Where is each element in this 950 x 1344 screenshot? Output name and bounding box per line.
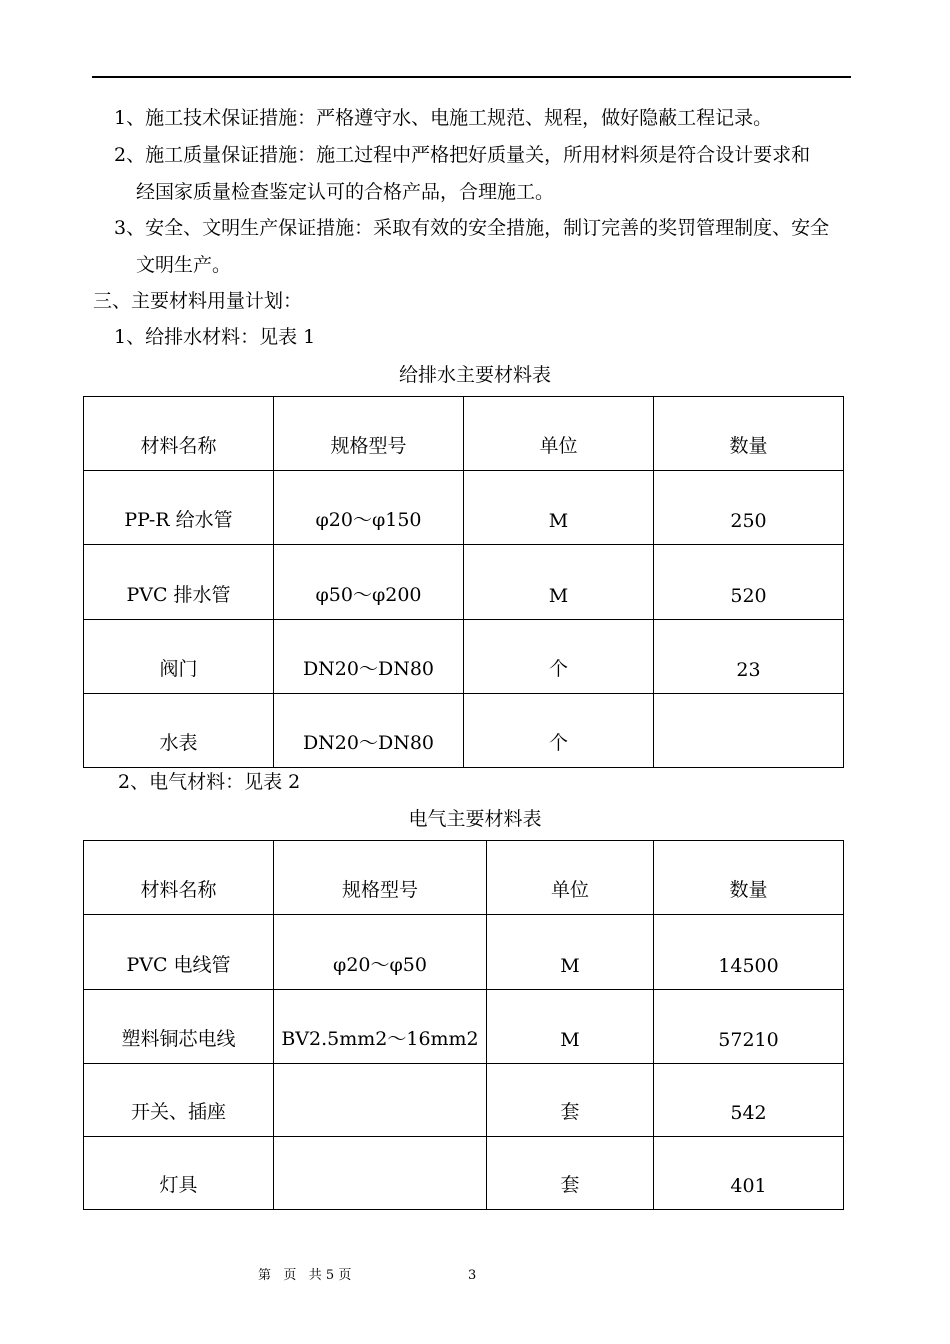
table-1-caption: 给排水主要材料表	[398, 364, 551, 386]
header-rule	[92, 76, 851, 78]
table-cell: 14500	[654, 915, 844, 990]
table-row	[84, 990, 844, 1064]
footer-page-number: 3	[468, 1268, 477, 1283]
paragraph-3-line-2: 文明生产。	[136, 254, 232, 276]
table-cell: 542	[654, 1064, 844, 1137]
paragraph-1: 1、施工技术保证措施：严格遵守水、电施工规范、规程，做好隐蔽工程记录。	[114, 107, 773, 129]
table-row	[84, 545, 844, 620]
table-cell: PVC 排水管	[84, 545, 274, 620]
table-cell: M	[464, 545, 654, 620]
table-cell: DN20～DN80	[274, 620, 464, 694]
subsection-2-title: 2、电气材料：见表 2	[118, 771, 301, 793]
table-cell: 250	[654, 471, 844, 545]
table-1-header-name: 材料名称	[84, 397, 274, 471]
table-2-header-unit: 单位	[487, 841, 654, 915]
table-cell	[274, 1064, 487, 1137]
table-cell	[654, 694, 844, 768]
table-1-header-row	[84, 397, 844, 471]
table-cell: PVC 电线管	[84, 915, 274, 990]
table-cell: 23	[654, 620, 844, 694]
table-2-header-spec: 规格型号	[274, 841, 487, 915]
table-row	[84, 694, 844, 768]
table-2-caption: 电气主要材料表	[408, 808, 542, 830]
table-2	[83, 840, 844, 1210]
table-cell: 520	[654, 545, 844, 620]
table-row	[84, 1137, 844, 1210]
table-cell: φ50～φ200	[274, 545, 464, 620]
table-row	[84, 1064, 844, 1137]
table-cell: 阀门	[84, 620, 274, 694]
table-cell: PP-R 给水管	[84, 471, 274, 545]
table-cell: 套	[487, 1137, 654, 1210]
table-cell: 塑料铜芯电线	[84, 990, 274, 1064]
table-cell: φ20～φ50	[274, 915, 487, 990]
table-2-header-row	[84, 841, 844, 915]
section-heading: 三、主要材料用量计划：	[93, 290, 303, 312]
table-cell: 灯具	[84, 1137, 274, 1210]
table-cell: 套	[487, 1064, 654, 1137]
table-cell: M	[464, 471, 654, 545]
table-cell: 个	[464, 620, 654, 694]
table-cell: φ20～φ150	[274, 471, 464, 545]
table-cell: DN20～DN80	[274, 694, 464, 768]
subsection-1-title: 1、给排水材料：见表 1	[114, 326, 316, 348]
table-2-header-qty: 数量	[654, 841, 844, 915]
table-row	[84, 620, 844, 694]
table-cell: 401	[654, 1137, 844, 1210]
table-cell: 57210	[654, 990, 844, 1064]
table-1-header-unit: 单位	[464, 397, 654, 471]
table-1-header-spec: 规格型号	[274, 397, 464, 471]
table-cell	[274, 1137, 487, 1210]
table-cell: 个	[464, 694, 654, 768]
paragraph-2-line-1: 2、施工质量保证措施：施工过程中严格把好质量关，所用材料须是符合设计要求和	[114, 144, 811, 166]
footer-page-label: 第 页 共 5 页	[258, 1268, 352, 1283]
paragraph-2-line-2: 经国家质量检查鉴定认可的合格产品，合理施工。	[136, 181, 555, 203]
table-cell: BV2.5mm2～16mm2	[274, 990, 487, 1064]
table-row	[84, 915, 844, 990]
paragraph-3-line-1: 3、安全、文明生产保证措施：采取有效的安全措施，制订完善的奖罚管理制度、安全	[114, 217, 830, 239]
table-1	[83, 396, 844, 768]
table-cell: 开关、插座	[84, 1064, 274, 1137]
table-cell: M	[487, 915, 654, 990]
table-row	[84, 471, 844, 545]
table-2-header-name: 材料名称	[84, 841, 274, 915]
table-1-header-qty: 数量	[654, 397, 844, 471]
table-cell: M	[487, 990, 654, 1064]
table-cell: 水表	[84, 694, 274, 768]
